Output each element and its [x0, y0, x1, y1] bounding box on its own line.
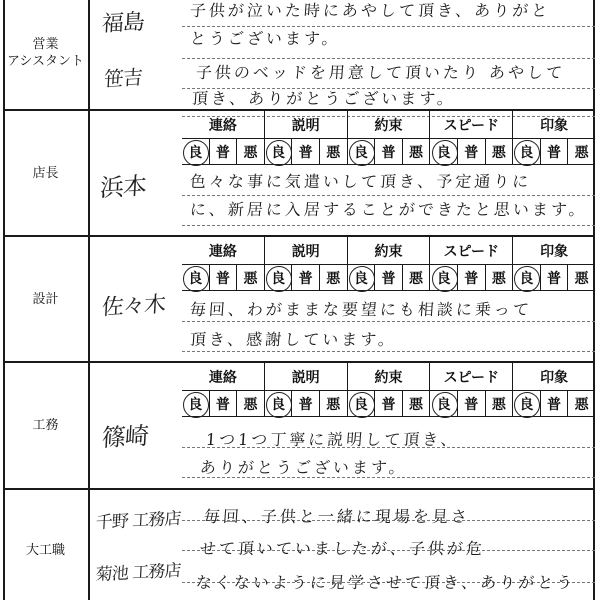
- rating-option-good[interactable]: 良: [512, 391, 540, 416]
- row-sales-assistant: [3, 0, 595, 111]
- rating-option-average[interactable]: 普: [540, 391, 568, 416]
- rating-header-cell: 約束: [347, 111, 430, 138]
- rating-option-bad[interactable]: 悪: [319, 265, 347, 290]
- comment-line: 子供のベッドを用意して頂いたり あやして: [195, 63, 566, 82]
- rating-option-bad[interactable]: 悪: [567, 265, 595, 290]
- rating-header-cell: 説明: [264, 111, 347, 138]
- comment-line: ありがとうございます。: [199, 458, 409, 477]
- rating-option-bad[interactable]: 悪: [402, 265, 430, 290]
- rating-option-average[interactable]: 普: [374, 265, 402, 290]
- comment-line: とうございます。: [189, 29, 342, 48]
- role-label: 大工職: [3, 490, 90, 600]
- rating-area: [182, 363, 595, 488]
- row-carpenter: [3, 490, 595, 600]
- rating-option-good[interactable]: 良: [264, 139, 292, 164]
- comment-line: 子供が泣いた時にあやして頂き、ありがと: [189, 1, 551, 20]
- rating-option-bad[interactable]: 悪: [319, 391, 347, 416]
- signature-area: [90, 237, 182, 361]
- rating-scale-row: [182, 139, 595, 165]
- rating-option-good[interactable]: 良: [182, 391, 209, 416]
- rating-option-good[interactable]: 良: [347, 391, 375, 416]
- signature-area: [90, 363, 182, 488]
- signature: 福島: [101, 9, 145, 38]
- rating-option-good[interactable]: 良: [429, 265, 457, 290]
- comment-line: 毎回、子供と一緒に現場を見さ: [203, 507, 471, 526]
- rating-area: [182, 111, 595, 235]
- rating-scale-row: [182, 265, 595, 291]
- rating-option-bad[interactable]: 悪: [485, 391, 513, 416]
- rating-option-good[interactable]: 良: [429, 139, 457, 164]
- signature: 千野 工務店: [95, 508, 181, 534]
- comment-line: 頂き、ありがとうございます。: [191, 89, 457, 108]
- role-label: 工務: [3, 363, 90, 488]
- comment-line: 毎回、わがままな要望にも相談に乗って: [189, 300, 533, 319]
- signature-area: [90, 0, 182, 109]
- rating-header-cell: 説明: [264, 363, 347, 390]
- rating-header-cell: 印象: [512, 237, 595, 264]
- rating-option-bad[interactable]: 悪: [319, 139, 347, 164]
- rating-option-average[interactable]: 普: [540, 139, 568, 164]
- rating-header-cell: 約束: [347, 237, 430, 264]
- comment-area: [182, 490, 595, 600]
- rating-scale-row: [182, 391, 595, 417]
- rating-header-cell: 印象: [512, 363, 595, 390]
- role-label: 設計: [3, 237, 90, 361]
- rating-option-average[interactable]: 普: [209, 391, 237, 416]
- rating-option-average[interactable]: 普: [374, 139, 402, 164]
- rating-option-bad[interactable]: 悪: [236, 391, 264, 416]
- rating-option-bad[interactable]: 悪: [567, 139, 595, 164]
- rating-header: [182, 237, 595, 265]
- rating-option-bad[interactable]: 悪: [402, 139, 430, 164]
- rating-header-cell: 連絡: [208, 117, 237, 134]
- comment-line: せて頂いていましたが、子供が危: [199, 539, 486, 558]
- role-label: 営業 アシスタント: [3, 0, 90, 109]
- rating-header-cell: スピード: [429, 111, 512, 138]
- rating-option-average[interactable]: 普: [209, 265, 237, 290]
- signature: 篠崎: [101, 421, 149, 453]
- rating-option-average[interactable]: 普: [291, 139, 319, 164]
- row-store-manager: [3, 111, 595, 237]
- rating-option-average[interactable]: 普: [209, 139, 237, 164]
- signature-area: [90, 490, 182, 600]
- rating-option-bad[interactable]: 悪: [567, 391, 595, 416]
- rating-header-cell: 連絡: [208, 243, 237, 260]
- rating-header-cell: 印象: [512, 111, 595, 138]
- rating-header: [182, 111, 595, 139]
- rating-option-good[interactable]: 良: [512, 139, 540, 164]
- rating-option-average[interactable]: 普: [540, 265, 568, 290]
- rating-option-bad[interactable]: 悪: [485, 139, 513, 164]
- comment-line: なくないように見学させて頂き、ありがとう: [195, 573, 576, 592]
- rating-option-good[interactable]: 良: [347, 139, 375, 164]
- rating-area: [182, 237, 595, 361]
- rating-option-average[interactable]: 普: [374, 391, 402, 416]
- rating-option-bad[interactable]: 悪: [402, 391, 430, 416]
- signature: 笹吉: [103, 65, 143, 91]
- rating-option-good[interactable]: 良: [347, 265, 375, 290]
- rating-header-cell: 説明: [264, 237, 347, 264]
- rating-option-average[interactable]: 普: [291, 265, 319, 290]
- comment-area: [182, 0, 595, 109]
- rating-header-cell: 約束: [347, 363, 430, 390]
- rating-option-good[interactable]: 良: [264, 265, 292, 290]
- rating-option-good[interactable]: 良: [264, 391, 292, 416]
- comment-line: 1つ1つ丁寧に説明して頂き、: [205, 430, 461, 449]
- signature: 菊池 工務店: [95, 560, 181, 586]
- rating-option-average[interactable]: 普: [291, 391, 319, 416]
- comment-line: 色々な事に気遣いして頂き、予定通りに: [189, 172, 532, 191]
- rating-header-cell: スピード: [429, 363, 512, 390]
- rating-option-good[interactable]: 良: [182, 265, 209, 290]
- comment-line: に、新居に入居することができたと思います。: [189, 200, 589, 219]
- rating-header-cell: スピード: [429, 237, 512, 264]
- rating-option-good[interactable]: 良: [182, 139, 209, 164]
- rating-option-bad[interactable]: 悪: [236, 139, 264, 164]
- rating-option-average[interactable]: 普: [457, 139, 485, 164]
- rating-option-bad[interactable]: 悪: [236, 265, 264, 290]
- rating-header-cell: 連絡: [208, 369, 237, 386]
- rating-option-average[interactable]: 普: [457, 391, 485, 416]
- rating-option-average[interactable]: 普: [457, 265, 485, 290]
- signature: 佐々木: [101, 292, 166, 321]
- row-design: [3, 237, 595, 363]
- role-label: 店長: [3, 111, 90, 235]
- signature: 浜本: [99, 171, 147, 203]
- rating-header: [182, 363, 595, 391]
- row-construction: [3, 363, 595, 490]
- comment-line: 頂き、感謝しています。: [189, 330, 398, 349]
- rating-option-good[interactable]: 良: [429, 391, 457, 416]
- rating-option-bad[interactable]: 悪: [485, 265, 513, 290]
- signature-area: [90, 111, 182, 235]
- rating-option-good[interactable]: 良: [512, 265, 540, 290]
